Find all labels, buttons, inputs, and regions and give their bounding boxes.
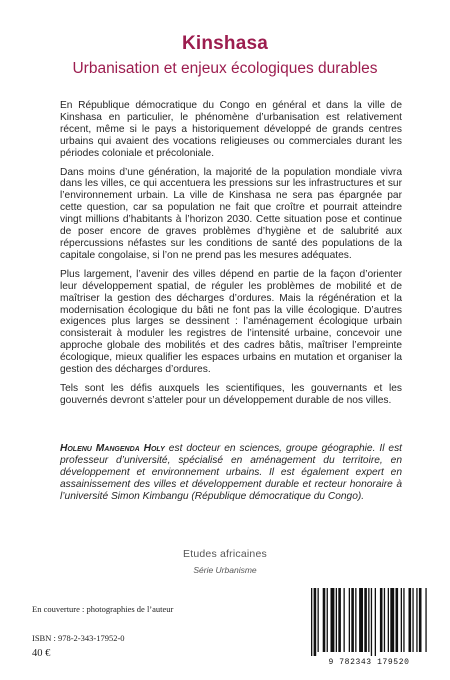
author-bio-text: est docteur en sciences, groupe géographie. Il est professeur d’université, spécialisé en aménagement du territoire, en développement et environnement urbains. Il est également expert en assainissement des villes et développement durable et recteur honoraire à l’université Simon Kimbangu (République démocratique du Congo). bbox=[60, 443, 403, 502]
barcode-bar bbox=[375, 588, 376, 656]
price: 40 € bbox=[32, 648, 51, 659]
barcode-bar bbox=[419, 588, 422, 652]
barcode-bar bbox=[336, 588, 337, 652]
barcode-bar bbox=[371, 588, 372, 656]
author-bio bbox=[60, 443, 402, 503]
book-subtitle: Urbanisation et enjeux écologiques durables bbox=[72, 60, 378, 77]
author-name: Holenu Mangenda Holy bbox=[60, 443, 165, 454]
barcode-bar bbox=[409, 588, 412, 652]
barcode-digits: 9 782343 179520 bbox=[328, 658, 410, 667]
isbn: ISBN : 978-2-343-17952-0 bbox=[32, 633, 125, 643]
barcode-bar bbox=[396, 588, 399, 652]
barcode-bar bbox=[311, 588, 312, 656]
barcode-bar bbox=[416, 588, 417, 652]
blurb-paragraph: Plus largement, l’avenir des villes dépend en partie de la façon d’orienter leur développement spatial, de réguler les problèmes de mobilité et de maîtriser la gestion des décharges d’ordures. Mais la régénération et la modernisation écologique du bâti ne font pas la ville écologique. D’autres exigences plus larges se dessinent : l’aménagement écologique urbain consisterait à moduler les registres de l’intensité urbaine, concevoir une approche globale des mobilités et des cadres bâtis, maîtriser l’empreinte écologique, mieux qualifier les espaces urbains en mutation et organiser la gestion des décharges d’ordures. bbox=[60, 268, 402, 376]
barcode-bar bbox=[380, 588, 383, 652]
barcode-bar bbox=[338, 588, 341, 652]
barcode-bar bbox=[388, 588, 389, 652]
barcode-bar bbox=[425, 588, 426, 652]
barcode-bar bbox=[327, 588, 328, 652]
barcode-bar bbox=[359, 588, 363, 652]
book-title: Kinshasa bbox=[181, 33, 269, 54]
barcode-bar bbox=[401, 588, 402, 652]
cover-credit: En couverture : photographies de l’auteur bbox=[32, 604, 174, 614]
blurb-paragraph: En République démocratique du Congo en général et dans la ville de Kinshasa en particulier, le phénomène d’urbanisation est relativement récent, même si le pays a historiquement développé de grands centres urbains qui avaient des vocations religieuses ou commerciales durant les périodes coloniale et précoloniale. bbox=[60, 100, 402, 159]
barcode-bar bbox=[412, 588, 413, 652]
barcode-bar bbox=[323, 588, 326, 652]
blurb bbox=[60, 100, 402, 414]
blurb-paragraph: Tels sont les défis auxquels les scientifiques, les gouvernants et les gouvernés devront s’atteler pour un développement durable de nos villes. bbox=[60, 382, 402, 406]
collection-name: Etudes africaines bbox=[183, 548, 267, 560]
series-name: Série Urbanisme bbox=[193, 565, 257, 575]
barcode-bar bbox=[318, 588, 319, 652]
barcode-bar bbox=[364, 588, 367, 652]
blurb-paragraph: Dans moins d’une génération, la majorité de la population mondiale vivra dans les villes, ce qui accentuera les pressions sur les infrastructures et sur l’environnement urbain. La ville de Kinshasa ne sera pas épargnée par cette question, car sa population ne fait que croître et pourrait atteindre vingt millions d’habitants à l’horizon 2030. Cette situation pose et continue de poser encore de graves problèmes d’hygiène et de salubrité aux répercussions néfastes sur les conditions de santé des populations de la capitale congolaise, si l’on ne prend pas les mesures adéquates. bbox=[60, 166, 402, 261]
barcode-bar bbox=[403, 588, 404, 652]
barcode-bar bbox=[355, 588, 356, 652]
barcode-bar bbox=[390, 588, 394, 652]
barcode-bar bbox=[331, 588, 335, 652]
barcode-bars bbox=[306, 586, 432, 656]
barcode-bar bbox=[368, 588, 369, 652]
barcode-bar bbox=[349, 588, 350, 652]
barcode-bar bbox=[314, 588, 317, 656]
barcode-bar bbox=[351, 588, 354, 652]
barcode-image bbox=[306, 586, 432, 656]
barcode-bar bbox=[384, 588, 385, 652]
barcode-bar bbox=[344, 588, 345, 652]
